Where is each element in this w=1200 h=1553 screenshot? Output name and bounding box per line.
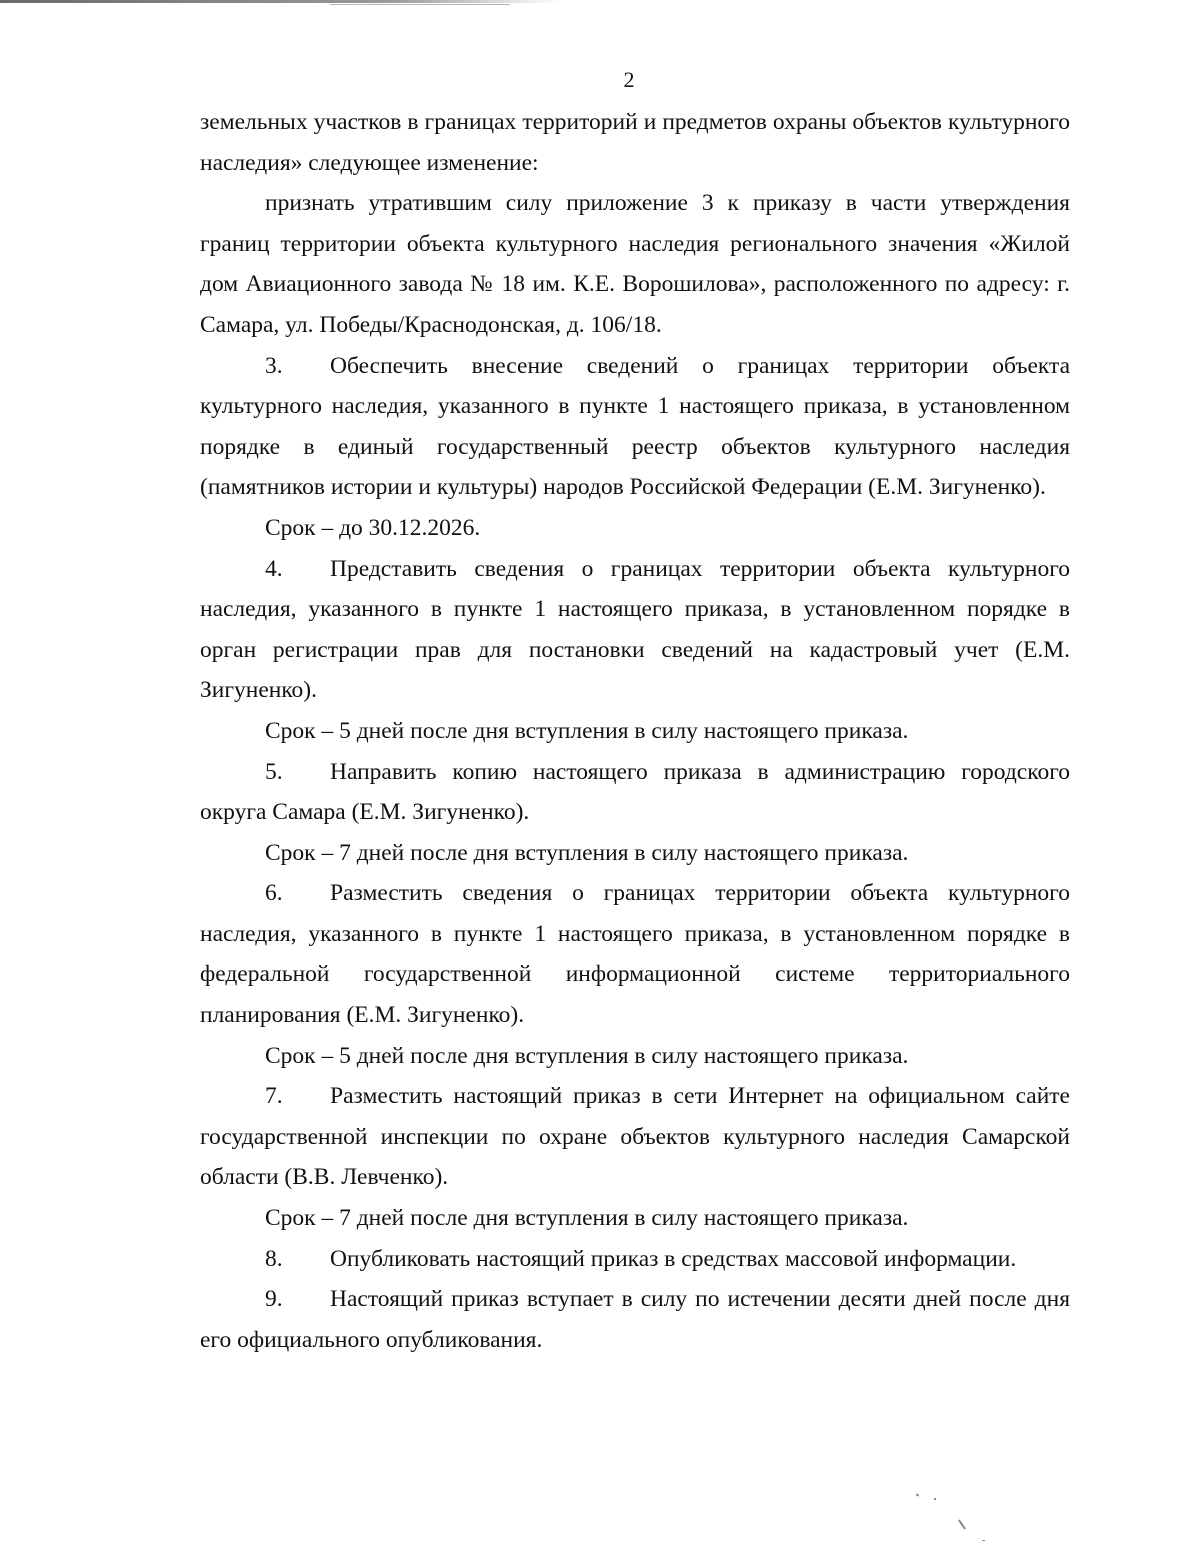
scan-speck [934, 1498, 936, 1500]
scan-speck [982, 1540, 985, 1541]
paragraph-text: Разместить настоящий приказ в сети Интернет на официальном сайте государственной инспекции по охране объектов культурного наследия Самарской области (В.В. Левченко). [200, 1083, 1070, 1191]
paragraph-text: Направить копию настоящего приказа в администрацию городского округа Самара (Е.М. Зигуненко). [200, 758, 1070, 826]
scan-top-edge-line-secondary [330, 4, 510, 5]
paragraph-text: Представить сведения о границах территории объекта культурного наследия, указанного в пункте 1 настоящего приказа, в установленном порядке в орган регистрации прав для постановки сведений на кадастровый учет (Е.М. Зигуненко). [200, 555, 1070, 704]
paragraph-text: Срок – 5 дней после дня вступления в силу настоящего приказа. [265, 1042, 909, 1069]
paragraph-deadline-4 [200, 711, 1070, 752]
paragraph-text: Разместить сведения о границах территории объекта культурного наследия, указанного в пункте 1 настоящего приказа, в установленном порядке в федеральной государственной информационной системе территориального планирования (Е.М. Зигуненко). [200, 880, 1070, 1029]
paragraph-text: Срок – 7 дней после дня вступления в силу настоящего приказа. [265, 1205, 909, 1232]
paragraph-item-9 [200, 1279, 1070, 1360]
scan-speck [958, 1519, 966, 1529]
item-number: 9. [265, 1286, 283, 1313]
paragraph-deadline-3 [200, 508, 1070, 549]
scan-top-edge-line [0, 0, 560, 3]
document-body [200, 102, 1070, 1360]
item-number: 4. [265, 555, 283, 582]
item-number: 7. [265, 1083, 283, 1110]
paragraph-amendment [200, 183, 1070, 345]
paragraph-text: Срок – 7 дней после дня вступления в силу настоящего приказа. [265, 839, 909, 866]
paragraph-deadline-6 [200, 1036, 1070, 1077]
item-number: 3. [265, 352, 283, 379]
paragraph-text: Опубликовать настоящий приказ в средствах массовой информации. [330, 1245, 1017, 1272]
paragraph-item-8 [200, 1239, 1070, 1280]
paragraph-deadline-5 [200, 833, 1070, 874]
paragraph-text: Настоящий приказ вступает в силу по истечении десяти дней после дня его официального опубликования. [200, 1286, 1070, 1353]
paragraph-text: признать утратившим силу приложение 3 к приказу в части утверждения границ территории объекта культурного наследия регионального значения «Жилой дом Авиационного завода № 18 им. К.Е. Ворошилова», расположенного по адресу: г. Самара, ул. Победы/Краснодонская, д. 106/18. [200, 190, 1070, 338]
paragraph-item-4 [200, 549, 1070, 711]
paragraph-text: Срок – 5 дней после дня вступления в силу настоящего приказа. [265, 717, 909, 744]
paragraph-item-7 [200, 1076, 1070, 1198]
paragraph-continuation [200, 102, 1070, 183]
page-number: 2 [623, 67, 635, 92]
item-number: 5. [265, 758, 283, 785]
paragraph-item-5 [200, 752, 1070, 833]
item-number: 6. [265, 880, 283, 907]
paragraph-text: Обеспечить внесение сведений о границах территории объекта культурного наследия, указанного в пункте 1 настоящего приказа, в установленном порядке в единый государственный реестр объектов культурного наследия (памятников истории и культуры) народов Российской Федерации (Е.М. Зигуненко). [200, 352, 1070, 501]
scan-speck [916, 1493, 920, 1496]
paragraph-text: земельных участков в границах территорий и предметов охраны объектов культурного наследия» следующее изменение: [200, 109, 1070, 176]
paragraph-deadline-7 [200, 1198, 1070, 1239]
item-number: 8. [265, 1245, 283, 1272]
paragraph-item-6 [200, 873, 1070, 1035]
paragraph-item-3 [200, 346, 1070, 508]
paragraph-text: Срок – до 30.12.2026. [265, 514, 481, 541]
